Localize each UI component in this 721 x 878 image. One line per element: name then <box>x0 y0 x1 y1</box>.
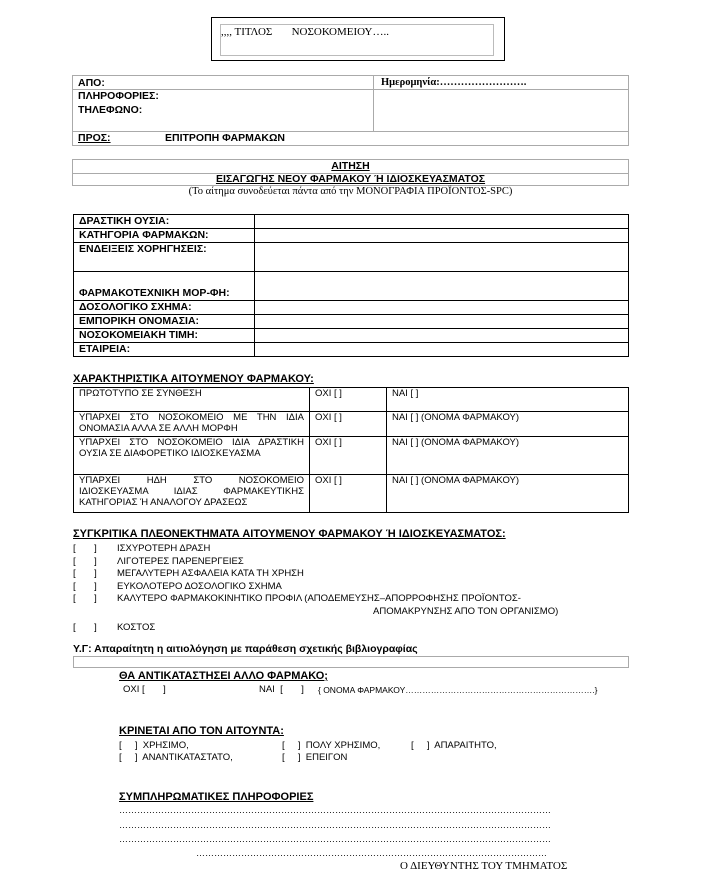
advantages-heading: ΣΥΓΚΡΙΤΙΚΑ ΠΛΕΟΝΕΚΤΗΜΑΤΑ ΑΙΤΟΥΜΕΝΟΥ ΦΑΡΜΑΚΟΥ Ή ΙΔΙΟΣΚΕΥΑΣΜΑΤΟΣ: <box>73 528 506 540</box>
field-company: ΕΤΑΙΡΕΙΑ: <box>74 343 255 357</box>
char-no-checkbox[interactable]: ΟΧΙ [ ] <box>310 475 387 513</box>
header-section <box>72 75 629 146</box>
char-yes-checkbox[interactable]: ΝΑΙ [ ] <box>387 388 629 412</box>
drug-info-table <box>73 214 629 357</box>
judged-useful-checkbox[interactable]: [ ] ΧΡΗΣΙΜΟ, <box>119 740 189 751</box>
char-no-checkbox[interactable]: ΟΧΙ [ ] <box>310 437 387 475</box>
judged-urgent-checkbox[interactable]: [ ] ΕΠΕΙΓΟΝ <box>282 752 348 763</box>
checkbox[interactable]: [ ] <box>73 622 97 633</box>
char-no-checkbox[interactable]: ΟΧΙ [ ] <box>310 412 387 437</box>
ps-note: Υ.Γ: Απαραίτητη η αιτιολόγηση με παράθεση σχετικής βιβλιογραφίας <box>73 643 418 655</box>
checkbox[interactable]: [ ] <box>73 593 97 604</box>
supplementary-heading: ΣΥΜΠΛΗΡΩΜΑΤΙΚΕΣ ΠΛΗΡΟΦΟΡΙΕΣ <box>119 791 314 803</box>
judged-very-useful-checkbox[interactable]: [ ] ΠΟΛΥ ΧΡΗΣΙΜΟ, <box>282 740 381 751</box>
advantage-item[interactable]: [ ] ΛΙΓΟΤΕΡΕΣ ΠΑΡΕΝΕΡΓΕΙΕΣ <box>73 555 244 567</box>
advantage-item[interactable]: [ ] ΚΑΛΥΤΕΡΟ ΦΑΡΜΑΚΟΚΙΝΗΤΙΚΟ ΠΡΟΦΙΛ (ΑΠΟΔΕΜΕΥΣΗΣ–ΑΠΟΡΡΟΦΗΣΗΣ ΠΡΟΪΟΝΤΟΣ- <box>73 593 521 604</box>
char-row-desc: ΥΠΑΡΧΕΙ ΗΔΗ ΣΤΟ ΝΟΣΟΚΟΜΕΙΟ ΙΔΙΟΣΚΕΥΑΣΜΑ ΙΔΙΑΣ ΦΑΡΜΑΚΕΥΤΙΚΗΣ ΚΑΤΗΓΟΡΙΑΣ Ή ΑΝΑΛΟΓΟΥ ΔΡΑΣΕΩΣ <box>74 475 310 513</box>
char-row-desc: ΥΠΑΡΧΕΙ ΣΤΟ ΝΟΣΟΚΟΜΕΙΟ ΙΔΙΑ ΔΡΑΣΤΙΚΗ ΟΥΣΙΑ ΣΕ ΔΙΑΦΟΡΕΤΙΚΟ ΙΔΙΟΣΚΕΥΑΣΜΑ <box>74 437 310 475</box>
advantage-item[interactable]: [ ] ΙΣΧΥΡΟΤΕΡΗ ΔΡΑΣΗ <box>73 543 211 554</box>
field-value[interactable] <box>255 315 629 329</box>
characteristics-table <box>73 387 629 513</box>
field-value[interactable] <box>255 301 629 315</box>
checkbox[interactable]: [ ] <box>73 555 97 567</box>
advantage-item[interactable]: [ ] ΜΕΓΑΛΥΤΕΡΗ ΑΣΦΑΛΕΙΑ ΚΑΤΑ ΤΗ ΧΡΗΣΗ <box>73 568 304 579</box>
signature-label: Ο ΔΙΕΥΘΥΝΤΗΣ ΤΟΥ ΤΜΗΜΑΤΟΣ <box>400 860 568 872</box>
checkbox[interactable]: [ ] <box>73 543 97 554</box>
char-yes-checkbox[interactable]: ΝΑΙ [ ] (ΟΝΟΜΑ ΦΑΡΜΑΚΟΥ) <box>387 437 629 475</box>
char-row-desc: ΥΠΑΡΧΕΙ ΣΤΟ ΝΟΣΟΚΟΜΕΙΟ ΜΕ ΤΗΝ ΙΔΙΑ ΟΝΟΜΑΣΙΑ ΑΛΛΑ ΣΕ ΑΛΛΗ ΜΟΡΦΗ <box>74 412 310 437</box>
replace-heading: ΘΑ ΑΝΤΙΚΑΤΑΣΤΗΣΕΙ ΑΛΛΟ ΦΑΡΜΑΚΟ; <box>119 670 328 682</box>
supplementary-line[interactable]: ……………………………………………………………………………………………………………………………… <box>119 820 551 830</box>
request-subtitle: ΕΙΣΑΓΩΓΗΣ ΝΕΟΥ ΦΑΡΜΑΚΟΥ Ή ΙΔΙΟΣΚΕΥΑΣΜΑΤΟΣ <box>215 173 486 185</box>
to-label: ΠΡΟΣ: <box>78 132 111 144</box>
from-label: ΑΠΟ: <box>78 77 105 89</box>
field-value[interactable] <box>255 229 629 243</box>
cost-label: ΚΟΣΤΟΣ <box>117 622 156 633</box>
phone-label: ΤΗΛΕΦΩΝΟ: <box>78 104 143 116</box>
field-value[interactable] <box>255 215 629 229</box>
field-pharmaceutical-form: ΦΑΡΜΑΚΟΤΕΧΝΙΚΗ ΜΟΡ-ΦΗ: <box>74 272 255 301</box>
field-active-substance: ΔΡΑΣΤΙΚΗ ΟΥΣΙΑ: <box>74 215 255 229</box>
request-title: ΑΙΤΗΣΗ <box>331 160 370 172</box>
char-yes-checkbox[interactable]: ΝΑΙ [ ] (ΟΝΟΜΑ ΦΑΡΜΑΚΟΥ) <box>387 475 629 513</box>
info-label: ΠΛΗΡΟΦΟΡΙΕΣ: <box>78 90 159 102</box>
ps-input-box[interactable] <box>73 656 629 668</box>
replace-yes-checkbox[interactable]: ΝΑΙ [ ] <box>259 684 304 695</box>
field-dosage-schedule: ΔΟΣΟΛΟΓΙΚΟ ΣΧΗΜΑ: <box>74 301 255 315</box>
to-value: ΕΠΙΤΡΟΠΗ ΦΑΡΜΑΚΩΝ <box>165 132 286 144</box>
advantages-list <box>73 543 558 635</box>
field-indications: ΕΝΔΕΙΞΕΙΣ ΧΟΡΗΓΗΣΕΙΣ: <box>74 243 255 272</box>
field-value[interactable] <box>255 243 629 272</box>
advantage-item[interactable]: [ ] ΕΥΚΟΛΟΤΕΡΟ ΔΟΣΟΛΟΓΙΚΟ ΣΧΗΜΑ <box>73 580 282 592</box>
field-hospital-price: ΝΟΣΟΚΟΜΕΙΑΚΗ ΤΙΜΗ: <box>74 329 255 343</box>
date-label: Ημερομηνία:……………………. <box>381 77 527 88</box>
field-value[interactable] <box>255 272 629 301</box>
judged-heading: ΚΡΙΝΕΤΑΙ ΑΠΟ ΤΟΝ ΑΙΤΟΥΝΤΑ: <box>119 725 284 737</box>
request-box <box>72 159 629 186</box>
replace-drug-name-field[interactable]: { ΟΝΟΜΑ ΦΑΡΜΑΚΟΥ………………………………………………………….} <box>318 685 598 695</box>
char-row-desc: ΠΡΩΤΟΤΥΠΟ ΣΕ ΣΥΝΘΕΣΗ <box>74 388 310 412</box>
checkbox[interactable]: [ ] <box>73 580 97 592</box>
hospital-title-box <box>220 24 494 56</box>
field-drug-category: ΚΑΤΗΓΟΡΙΑ ΦΑΡΜΑΚΩΝ: <box>74 229 255 243</box>
advantage-item-continuation: ΑΠΟΜΑΚΡΥΝΣΗΣ ΑΠΟ ΤΟΝ ΟΡΓΑΝΙΣΜΟ) <box>373 605 559 617</box>
supplementary-line[interactable]: ……………………………………………………………………………………………………… <box>196 848 547 858</box>
field-value[interactable] <box>255 329 629 343</box>
judged-necessary-checkbox[interactable]: [ ] ΑΠΑΡΑΙΤΗΤΟ, <box>411 740 497 751</box>
field-value[interactable] <box>255 343 629 357</box>
replace-no-checkbox[interactable]: ΟΧΙ [ ] <box>123 684 166 695</box>
supplementary-line[interactable]: ……………………………………………………………………………………………………………………………… <box>119 834 551 844</box>
hospital-title: ,,,, ΤΙΤΛΟΣ ΝΟΣΟΚΟΜΕΙΟΥ….. <box>221 26 389 38</box>
char-yes-checkbox[interactable]: ΝΑΙ [ ] (ΟΝΟΜΑ ΦΑΡΜΑΚΟΥ) <box>387 412 629 437</box>
checkbox[interactable]: [ ] <box>73 568 97 579</box>
request-note: (Το αίτημα συνοδεύεται πάντα από την ΜΟΝΟΓΡΑΦΙΑ ΠΡΟΪΟΝΤΟΣ-SPC) <box>188 186 513 197</box>
advantage-item[interactable] <box>73 622 558 635</box>
supplementary-line[interactable]: ……………………………………………………………………………………………………………………………… <box>119 805 551 815</box>
judged-irreplaceable-checkbox[interactable]: [ ] ΑΝΑΝΤΙΚΑΤΑΣΤΑΤΟ, <box>119 752 233 763</box>
characteristics-heading: ΧΑΡΑΚΤΗΡΙΣΤΙΚΑ ΑΙΤΟΥΜΕΝΟΥ ΦΑΡΜΑΚΟΥ: <box>73 373 314 385</box>
char-no-checkbox[interactable]: ΟΧΙ [ ] <box>310 388 387 412</box>
field-trade-name: ΕΜΠΟΡΙΚΗ ΟΝΟΜΑΣΙΑ: <box>74 315 255 329</box>
